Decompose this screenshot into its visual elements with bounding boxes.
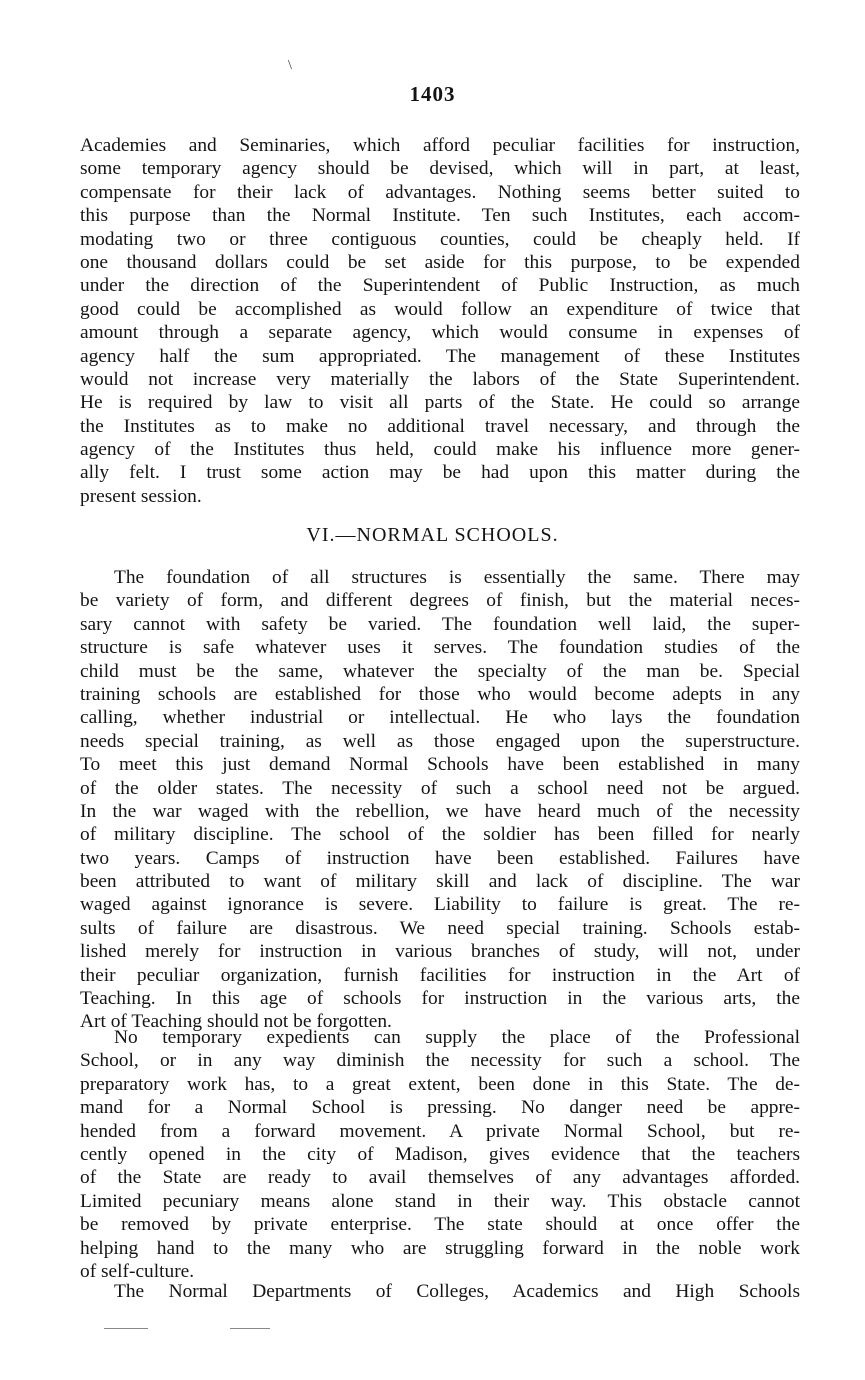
text-line: agency of the Institutes thus held, could make his influence more gener- <box>80 439 800 461</box>
text-line: The foundation of all structures is essentially the same. There may <box>114 567 800 588</box>
text-line: the Institutes as to make no additional travel necessary, and through the <box>80 415 800 437</box>
text-line: lished merely for instruction in various branches of study, will not, under <box>80 941 800 963</box>
bottom-rule-left <box>104 1328 148 1329</box>
text-line: good could be accomplished as would follow an expenditure of twice that <box>80 298 800 320</box>
text-line: Limited pecuniary means alone stand in their way. This obstacle cannot <box>80 1190 800 1212</box>
text-line: The Normal Departments of Colleges, Academics and High Schools <box>114 1281 800 1302</box>
text-line: been attributed to want of military skill and lack of discipline. The war <box>80 871 800 893</box>
text-line: sary cannot with safety be varied. The foundation well laid, the super- <box>80 613 800 635</box>
text-line: ally felt. I trust some action may be had upon this matter during the <box>80 462 800 484</box>
text-line: cently opened in the city of Madison, gives evidence that the teachers <box>80 1143 800 1165</box>
paragraph-academies-institutes <box>80 134 800 508</box>
text-line: preparatory work has, to a great extent, been done in this State. The de- <box>80 1073 800 1095</box>
text-line: of military discipline. The school of the soldier has been filled for nearly <box>80 824 800 846</box>
text-line: some temporary agency should be devised, which will in part, at least, <box>80 158 800 180</box>
text-line: amount through a separate agency, which would consume in expenses of <box>80 322 800 344</box>
text-line: modating two or three contiguous counties, could be cheaply held. If <box>80 228 800 250</box>
text-line: compensate for their lack of advantages. Nothing seems better suited to <box>80 181 800 203</box>
text-line: be removed by private enterprise. The state should at once offer the <box>80 1214 800 1236</box>
paragraph-professional-school <box>80 1026 800 1283</box>
bottom-rule-right <box>230 1328 270 1329</box>
text-line: present session. <box>80 485 202 507</box>
text-line: their peculiar organization, furnish facilities for instruction in the Art of <box>80 964 800 986</box>
text-line: To meet this just demand Normal Schools have been established in many <box>80 754 800 776</box>
paragraph-normal-departments <box>80 1280 800 1303</box>
section-heading: VI.—NORMAL SCHOOLS. <box>306 524 559 546</box>
text-line: one thousand dollars could be set aside for this purpose, to be expended <box>80 251 800 273</box>
text-line: waged against ignorance is severe. Liability to failure is great. The re- <box>80 894 800 916</box>
text-line: be variety of form, and different degrees of finish, but the material neces- <box>80 590 800 612</box>
text-line: agency half the sum appropriated. The management of these Institutes <box>80 345 800 367</box>
text-line: child must be the same, whatever the specialty of the man be. Special <box>80 660 800 682</box>
text-line: of the State are ready to avail themselves of any advantages afforded. <box>80 1167 800 1189</box>
text-line: calling, whether industrial or intellectual. He who lays the foundation <box>80 707 800 729</box>
stray-ink-mark: \ <box>288 58 292 73</box>
text-line: In the war waged with the rebellion, we have heard much of the necessity <box>80 800 800 822</box>
text-line: Teaching. In this age of schools for instruction in the various arts, the <box>80 988 800 1010</box>
text-line: would not increase very materially the labors of the State Superintendent. <box>80 368 800 390</box>
text-line: hended from a forward movement. A private Normal School, but re- <box>80 1120 800 1142</box>
text-line: School, or in any way diminish the necessity for such a school. The <box>80 1050 800 1072</box>
paragraph-foundation <box>80 566 800 1034</box>
page-number: 1403 <box>409 82 456 106</box>
text-line: sults of failure are disastrous. We need special training. Schools estab- <box>80 917 800 939</box>
text-line: Art of Teaching should not be forgotten. <box>80 1011 392 1033</box>
text-line: No temporary expedients can supply the place of the Professional <box>114 1027 800 1048</box>
text-line: of self-culture. <box>80 1260 195 1282</box>
text-line: Academies and Seminaries, which afford peculiar facilities for instruction, <box>80 135 800 156</box>
text-line: of the older states. The necessity of such a school need not be argued. <box>80 777 800 799</box>
text-line: structure is safe whatever uses it serves. The foundation studies of the <box>80 637 800 659</box>
text-line: this purpose than the Normal Institute. Ten such Institutes, each accom- <box>80 205 800 227</box>
text-line: under the direction of the Superintendent of Public Instruction, as much <box>80 275 800 297</box>
text-line: mand for a Normal School is pressing. No danger need be appre- <box>80 1097 800 1119</box>
text-line: He is required by law to visit all parts of the State. He could so arrange <box>80 392 800 414</box>
text-line: needs special training, as well as those engaged upon the superstructure. <box>80 730 800 752</box>
text-line: two years. Camps of instruction have been established. Failures have <box>80 847 800 869</box>
text-line: helping hand to the many who are struggling forward in the noble work <box>80 1237 800 1259</box>
text-line: training schools are established for those who would become adepts in any <box>80 683 800 705</box>
